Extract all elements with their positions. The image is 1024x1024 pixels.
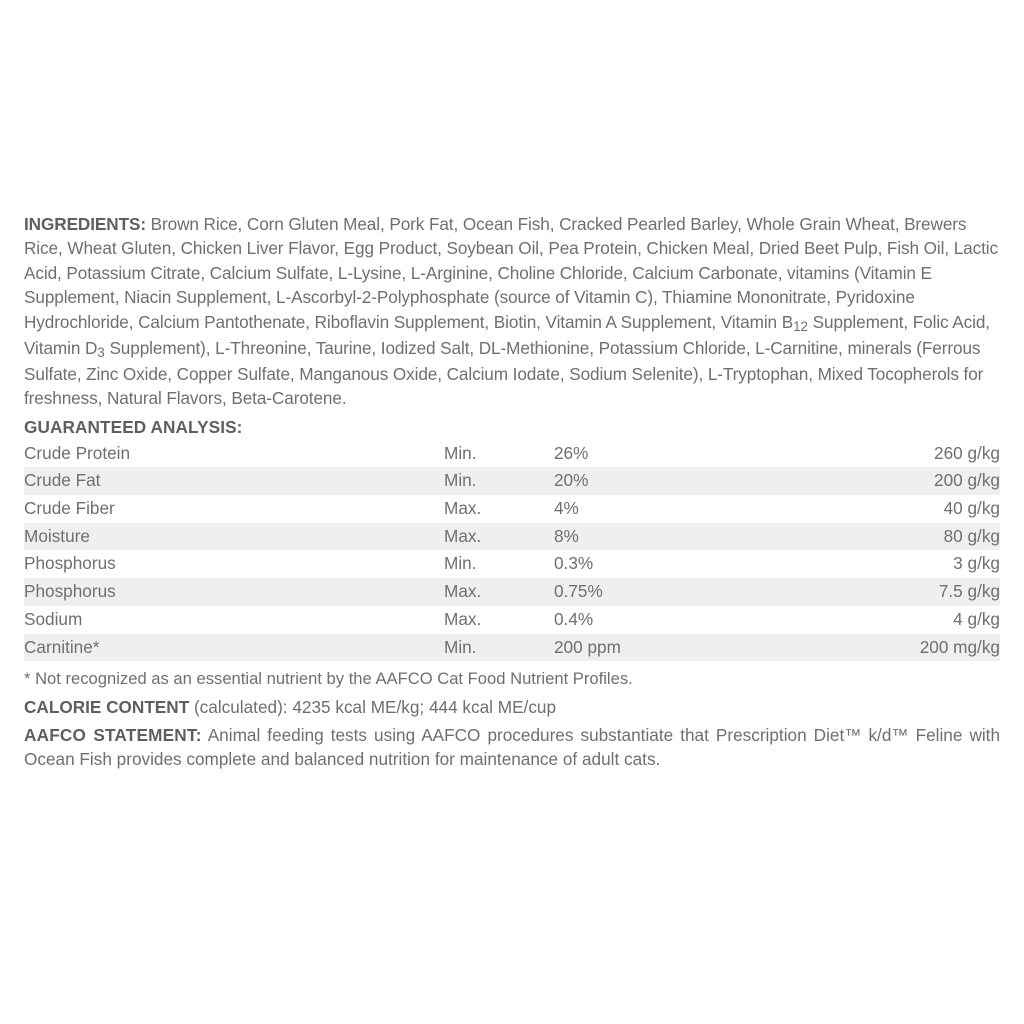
- aafco-statement-paragraph: [24, 723, 1000, 772]
- table-row: [24, 523, 1000, 551]
- calorie-content-paragraph: [24, 695, 1000, 719]
- table-row: [24, 440, 1000, 468]
- table-row: [24, 467, 1000, 495]
- table-row: [24, 634, 1000, 662]
- nutrient-percent: 0.75%: [554, 581, 603, 602]
- calorie-content-label: CALORIE CONTENT: [24, 696, 190, 717]
- nutrient-percent: 0.3%: [554, 553, 594, 574]
- nutrient-name: Sodium: [24, 608, 83, 629]
- nutrition-panel: [24, 212, 1000, 772]
- nutrient-metric: 3 g/kg: [953, 553, 1000, 574]
- guaranteed-analysis-body: [24, 440, 1000, 662]
- nutrient-limit: Max.: [444, 608, 482, 629]
- vitamin-b12-subscript: 12: [793, 318, 808, 334]
- nutrient-percent: 200 ppm: [554, 636, 621, 657]
- ingredients-text-part-2: Supplement, Folic Acid, Vitamin D: [24, 311, 990, 358]
- nutrient-percent: 4%: [554, 497, 579, 518]
- nutrient-limit: Min.: [444, 636, 477, 657]
- table-row: [24, 550, 1000, 578]
- ingredients-text-part-1: Brown Rice, Corn Gluten Meal, Pork Fat, Ocean Fish, Cracked Pearled Barley, Whole Grain Wheat, Brewers Rice, Wheat Gluten, Chicken Liver Flavor, Egg Product, Soybean Oil, Pea Protein, Chicken Meal, Dried Beet Pulp, Fish Oil, Lactic Acid, Potassium Citrate, Calcium Sulfate, L-Lysine, L-Arginine, Choline Chloride, Calcium Carbonate, vitamins (Vitamin E Supplement, Niacin Supplement, L-Ascorbyl-2-Polyphosphate (source of Vitamin C), Thiamine Mononitrate, Pyridoxine Hydrochloride, Calcium Pantothenate, Riboflavin Supplement, Biotin, Vitamin A Supplement, Vitamin B: [24, 214, 999, 332]
- nutrient-name: Crude Fat: [24, 470, 101, 491]
- nutrient-name: Phosphorus: [24, 581, 116, 602]
- guaranteed-analysis-heading: GUARANTEED ANALYSIS:: [24, 416, 243, 437]
- nutrient-limit: Max.: [444, 525, 482, 546]
- nutrient-name: Phosphorus: [24, 553, 116, 574]
- nutrient-percent: 26%: [554, 442, 589, 463]
- nutrient-limit: Min.: [444, 442, 477, 463]
- aafco-statement-label: AAFCO STATEMENT:: [24, 724, 202, 745]
- aafco-statement-text: Animal feeding tests using AAFCO procedures substantiate that Prescription Diet™ k/d™ Feline with Ocean Fish provides complete and balanced nutrition for maintenance of adult cats.: [24, 724, 1001, 770]
- ingredients-label: INGREDIENTS:: [24, 214, 146, 234]
- nutrient-metric: 200 mg/kg: [919, 636, 1000, 657]
- nutrient-percent: 20%: [554, 470, 589, 491]
- nutrient-name: Carnitine*: [24, 636, 100, 657]
- nutrient-limit: Min.: [444, 470, 477, 491]
- nutrient-metric: 40 g/kg: [943, 497, 1000, 518]
- guaranteed-analysis-table: [24, 440, 1000, 662]
- ingredients-text-part-3: Supplement), L-Threonine, Taurine, Iodized Salt, DL-Methionine, Potassium Chloride, L-Carnitine, minerals (Ferrous Sulfate, Zinc Oxide, Copper Sulfate, Manganous Oxide, Calcium Iodate, Sodium Selenite), L-Tryptophan, Mixed Tocopherols for freshness, Natural Flavors, Beta-Carotene.: [24, 337, 984, 409]
- calorie-content-text: (calculated): 4235 kcal ME/kg; 444 kcal ME/cup: [189, 696, 557, 717]
- nutrient-limit: Min.: [444, 553, 477, 574]
- nutrient-name: Moisture: [24, 525, 90, 546]
- table-row: [24, 578, 1000, 606]
- table-row: [24, 606, 1000, 634]
- nutrient-limit: Max.: [444, 581, 482, 602]
- nutrient-metric: 260 g/kg: [934, 442, 1000, 463]
- vitamin-d3-subscript: 3: [97, 344, 105, 360]
- ingredients-paragraph: [24, 212, 1000, 411]
- carnitine-footnote: * Not recognized as an essential nutrient by the AAFCO Cat Food Nutrient Profiles.: [24, 669, 633, 689]
- nutrient-metric: 200 g/kg: [934, 470, 1000, 491]
- nutrient-name: Crude Fiber: [24, 497, 115, 518]
- nutrient-metric: 4 g/kg: [953, 608, 1000, 629]
- nutrient-percent: 0.4%: [554, 608, 594, 629]
- nutrient-limit: Max.: [444, 497, 482, 518]
- nutrient-metric: 80 g/kg: [943, 525, 1000, 546]
- nutrient-name: Crude Protein: [24, 442, 131, 463]
- nutrient-metric: 7.5 g/kg: [938, 581, 1000, 602]
- nutrient-percent: 8%: [554, 525, 579, 546]
- table-row: [24, 495, 1000, 523]
